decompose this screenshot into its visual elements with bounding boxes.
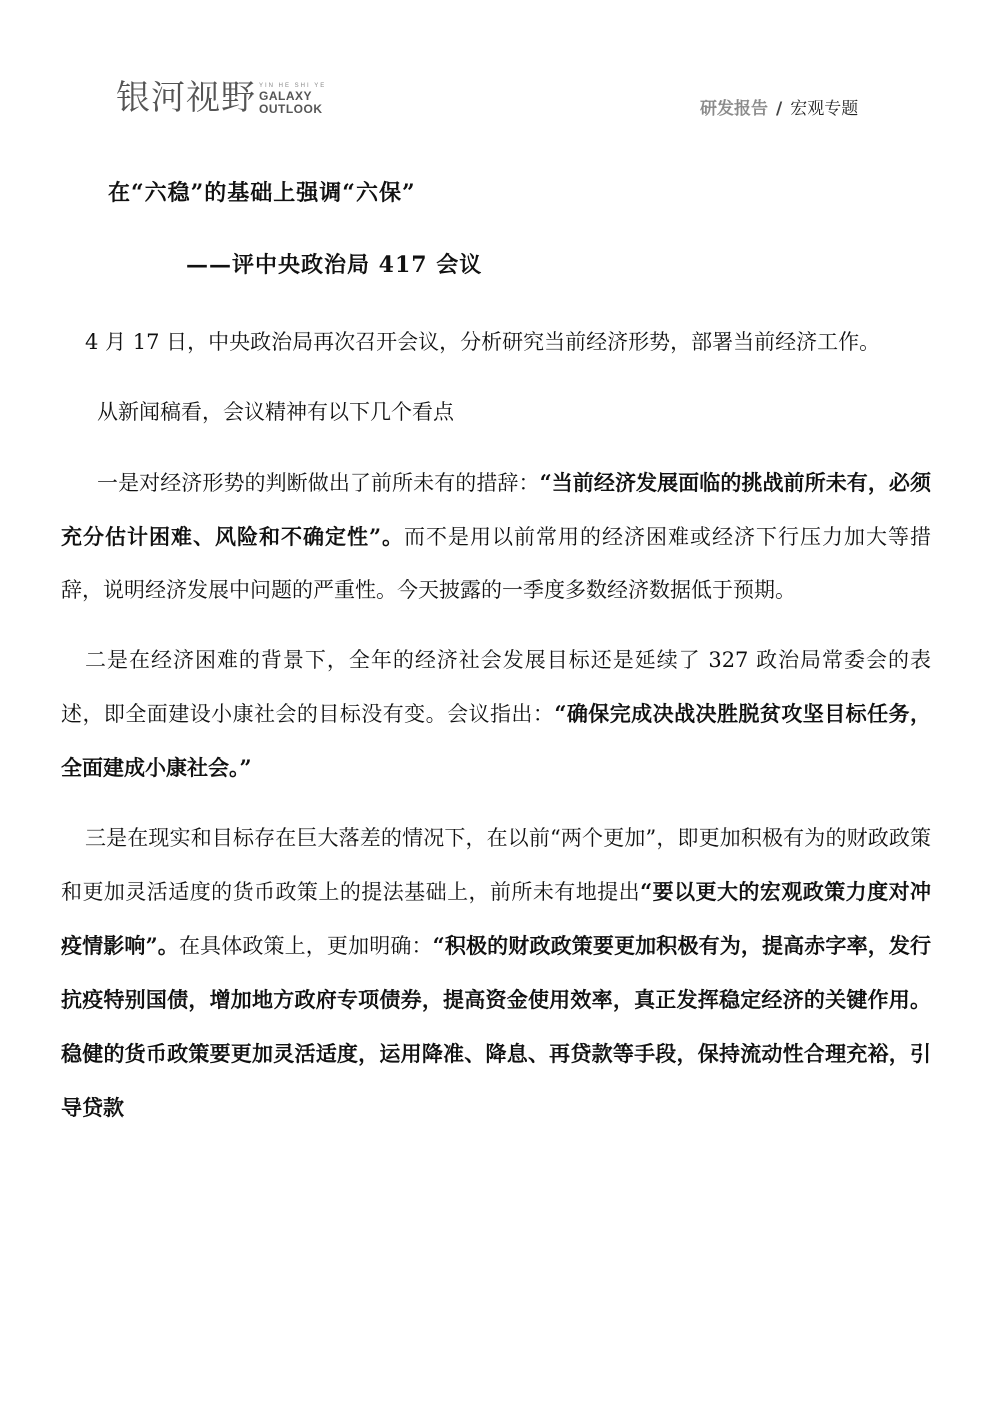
- paragraph-3-quote: “当前经济发展面临的挑战前所未有，必须充分估计困难、风险和不确定性”。: [61, 470, 932, 549]
- breadcrumb-separator: /: [776, 99, 783, 119]
- logo-english-line2: OUTLOOK: [259, 102, 323, 116]
- paragraph-5-quote-1: “要以更大的宏观政策力度对冲疫情影响”。: [61, 879, 932, 958]
- article-body: [61, 316, 931, 1152]
- paragraph-5-quote-2: “积极的财政政策要更加积极有为，提高赤字率，发行抗疫特别国债，增加地方政府专项债券，提高资金使用效率，真正发挥稳定经济的关键作用。稳健的货币政策要更加灵活适度，运用降准、降息、再贷款等手段，保持流动性合理充裕，引导贷款: [61, 933, 932, 1120]
- paragraph-5-run-3: 在具体政策上，更加明确：: [178, 934, 433, 958]
- breadcrumb: [700, 96, 858, 122]
- paragraph-3-run-1: 一是对经济形势的判断做出了前所未有的措辞：: [97, 471, 540, 495]
- page-header: [0, 0, 992, 140]
- paragraph-1: [61, 316, 931, 369]
- breadcrumb-topic: 宏观专题: [790, 99, 859, 119]
- logo-english-block: [259, 82, 326, 116]
- paragraph-3-run-3: 而不是用以前常用的经济困难或经济下行压力加大等措辞，说明经济发展中问题的严重性。今天披露的一季度多数经济数据低于预期。: [61, 525, 931, 602]
- paragraph-3: [61, 456, 931, 617]
- paragraph-4: [61, 634, 931, 795]
- logo-chinese-text: 银河视野: [116, 78, 256, 118]
- logo-pinyin-text: YIN HE SHI YE: [259, 83, 327, 89]
- paragraph-5-run-1: 三是在现实和目标存在巨大落差的情况下，在以前“两个更加”，即更加积极有为的财政政策和更加灵活适度的货币政策上的提法基础上，前所未有地提出: [61, 826, 931, 904]
- paragraph-2: [61, 386, 931, 439]
- paragraph-5: [61, 812, 931, 1135]
- paragraph-1-run-1: 4 月 17 日，中央政治局再次召开会议，分析研究当前经济形势，部署当前经济工作。: [85, 330, 881, 354]
- article-title: 在“六稳”的基础上强调“六保”: [108, 180, 416, 206]
- paragraph-4-quote: “确保完成决战决胜脱贫攻坚目标任务，全面建成小康社会。”: [61, 701, 932, 780]
- paragraph-4-run-1: 二是在经济困难的背景下，全年的经济社会发展目标还是延续了 327 政治局常委会的表述，即全面建设小康社会的目标没有变。会议指出：: [61, 648, 931, 726]
- logo-english-line1: GALAXY: [259, 89, 313, 103]
- breadcrumb-section: 研发报告: [700, 99, 768, 119]
- article-subtitle: ——评中央政治局 417 会议: [186, 252, 483, 278]
- galaxy-outlook-logo: [116, 78, 326, 118]
- paragraph-2-run-1: 从新闻稿看，会议精神有以下几个看点: [97, 400, 454, 424]
